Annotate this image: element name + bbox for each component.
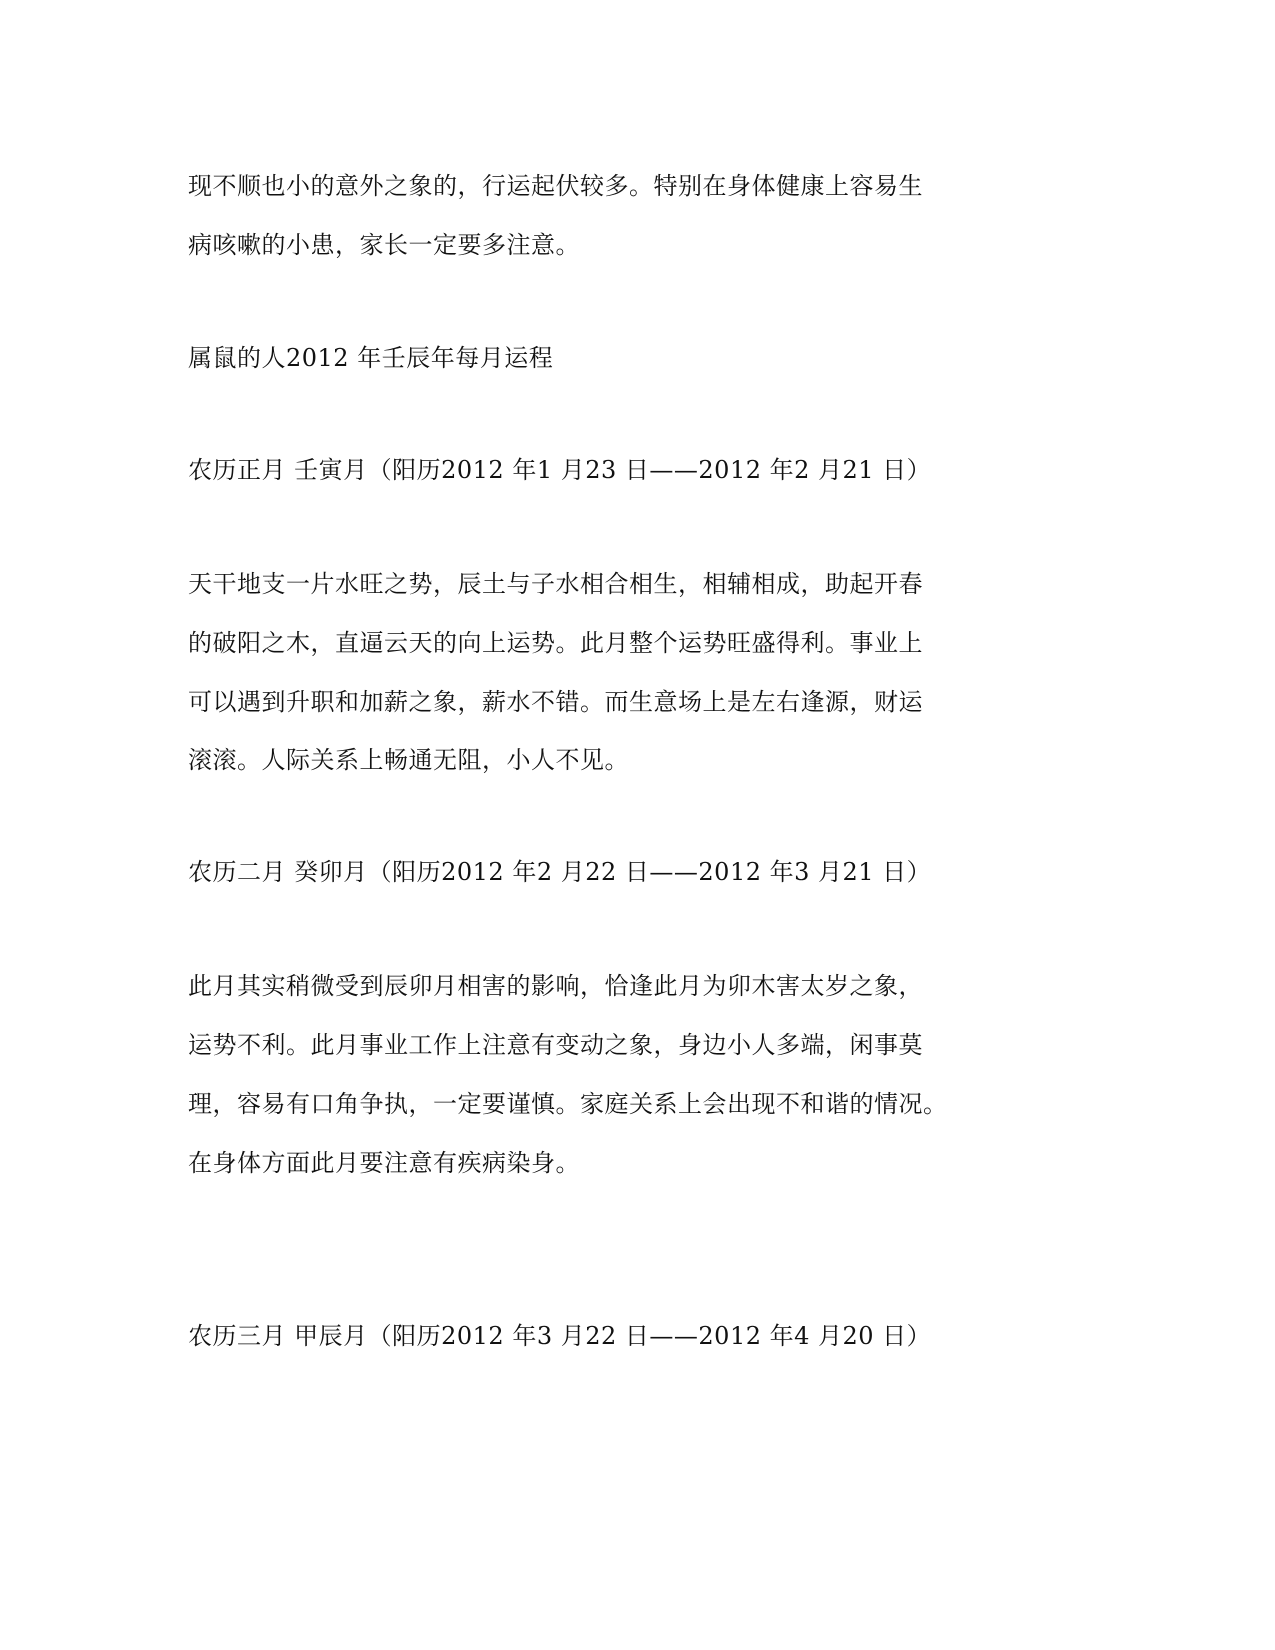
month-1-heading: 农历正月 壬寅月（阳历2012 年1 月23 日——2012 年2 月21 日） xyxy=(188,456,932,484)
month-1-line-1: 天干地支一片水旺之势，辰土与子水相合相生，相辅相成，助起开春 xyxy=(188,570,923,598)
month-2-heading: 农历二月 癸卯月（阳历2012 年2 月22 日——2012 年3 月21 日） xyxy=(188,858,932,886)
section-title: 属鼠的人2012 年壬辰年每月运程 xyxy=(188,344,554,372)
month-2-line-3: 理，容易有口角争执，一定要谨慎。家庭关系上会出现不和谐的情况。 xyxy=(188,1090,948,1118)
month-1-line-3: 可以遇到升职和加薪之象，薪水不错。而生意场上是左右逢源，财运 xyxy=(188,688,923,716)
month-3-heading: 农历三月 甲辰月（阳历2012 年3 月22 日——2012 年4 月20 日） xyxy=(188,1322,932,1350)
intro-line-1: 现不顺也小的意外之象的，行运起伏较多。特别在身体健康上容易生 xyxy=(188,172,923,200)
intro-line-2: 病咳嗽的小患，家长一定要多注意。 xyxy=(188,231,580,259)
month-2-line-1: 此月其实稍微受到辰卯月相害的影响，恰逢此月为卯木害太岁之象， xyxy=(188,972,923,1000)
month-2-line-2: 运势不利。此月事业工作上注意有变动之象，身边小人多端，闲事莫 xyxy=(188,1031,923,1059)
month-1-line-2: 的破阳之木，直逼云天的向上运势。此月整个运势旺盛得利。事业上 xyxy=(188,629,923,657)
month-2-line-4: 在身体方面此月要注意有疾病染身。 xyxy=(188,1149,580,1177)
month-1-line-4: 滚滚。人际关系上畅通无阻，小人不见。 xyxy=(188,746,629,774)
